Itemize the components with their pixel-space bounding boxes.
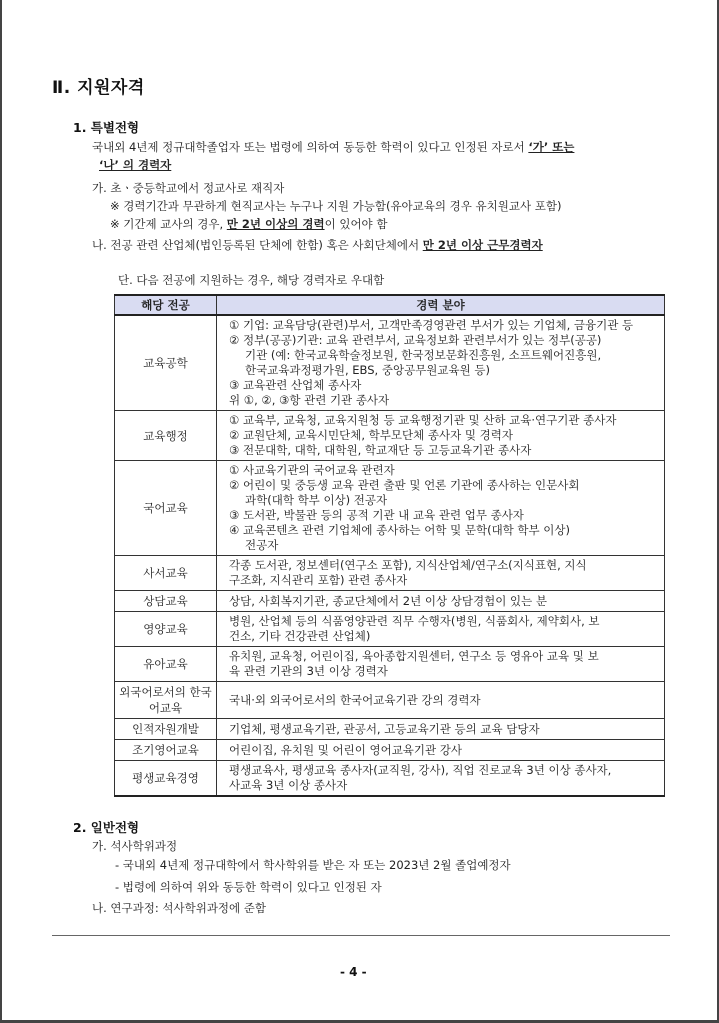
field-line: 전공자 xyxy=(245,538,279,552)
special-intro-text: 국내외 4년제 정규대학졸업자 또는 법령에 의하여 동등한 학력이 있다고 인정된 자로서 xyxy=(92,140,529,154)
note2-emphasis: 만 2년 이상의 경력 xyxy=(226,217,325,231)
note2-post: 이 있어야 함 xyxy=(324,217,388,231)
field-line: ④ 교육콘텐츠 관련 기업체에 종사하는 어학 및 문학(대학 학부 이상) xyxy=(229,523,571,537)
field-cell xyxy=(217,556,665,591)
header-field: 경력 분야 xyxy=(217,295,665,315)
field-line: ① 교육부, 교육청, 교육지원청 등 교육행정기관 및 산하 교육·연구기관 종사자 xyxy=(229,413,617,427)
header-major: 해당 전공 xyxy=(115,295,217,315)
field-cell xyxy=(217,682,665,719)
major-cell: 국어교육 xyxy=(115,461,217,556)
major-cell: 교육공학 xyxy=(115,315,217,411)
table-row xyxy=(115,682,665,719)
table-note: 단. 다음 전공에 지원하는 경우, 해당 경력자로 우대함 xyxy=(118,273,385,287)
field-cell xyxy=(217,591,665,612)
career-table xyxy=(114,294,665,797)
field-line: 국내·외 외국어로서의 한국어교육기관 강의 경력자 xyxy=(229,692,481,707)
general-item-na: 나. 연구과정: 석사학위과정에 준함 xyxy=(92,901,267,915)
general-sub-1: - 국내외 4년제 정규대학에서 학사학위를 받은 자 또는 2023년 2월 졸업예정자 xyxy=(115,858,511,872)
note2-pre: ※ 기간제 교사의 경우, xyxy=(110,217,227,231)
major-cell: 교육행정 xyxy=(115,411,217,461)
major-cell: 유아교육 xyxy=(115,647,217,682)
major-cell: 조기영어교육 xyxy=(115,740,217,761)
table-row xyxy=(115,315,665,411)
field-line: 육 관련 기관의 3년 이상 경력자 xyxy=(229,664,388,678)
field-line: 건소, 기타 건강관련 산업체) xyxy=(229,629,371,643)
page-border-left xyxy=(0,0,2,1023)
field-line: 기관 (예: 한국교육학술정보원, 한국정보문화진흥원, 소프트웨어진흥원, xyxy=(245,348,602,362)
general-item-ga: 가. 석사학위과정 xyxy=(92,839,178,853)
section-title: Ⅱ. 지원자격 xyxy=(52,78,145,98)
field-line: ③ 도서관, 박물관 등의 공적 기관 내 교육 관련 업무 종사자 xyxy=(229,508,524,522)
field-cell xyxy=(217,761,665,797)
item-na-pre: 나. 전공 관련 산업체(법인등록된 단체에 한함) 혹은 사회단체에서 xyxy=(92,238,423,252)
table-row xyxy=(115,647,665,682)
special-item-na xyxy=(92,237,543,253)
table-row xyxy=(115,591,665,612)
field-cell xyxy=(217,647,665,682)
major-cell: 상담교육 xyxy=(115,591,217,612)
special-intro-emphasis-2: ‘나’ 의 경력자 xyxy=(99,158,172,172)
table-row xyxy=(115,411,665,461)
field-line: ③ 전문대학, 대학, 대학원, 학교재단 등 고등교육기관 종사자 xyxy=(229,443,532,457)
special-intro-line1 xyxy=(92,139,574,155)
field-line: 구조화, 지식관리 포함) 관련 종사자 xyxy=(229,573,408,587)
item-na-emphasis: 만 2년 이상 근무경력자 xyxy=(422,238,543,252)
field-line: 각종 도서관, 정보센터(연구소 포함), 지식산업체/연구소(지식표현, 지식 xyxy=(229,558,587,572)
page-number: - 4 - xyxy=(340,965,367,979)
field-line: ② 정부(공공)기관: 교육 관련부서, 교육정보화 관련부서가 있는 정부(공공) xyxy=(229,333,602,347)
special-note-1: ※ 경력기간과 무관하게 현직교사는 누구나 지원 가능함(유아교육의 경우 유치원교사 포함) xyxy=(110,199,562,213)
field-line: 과학(대학 학부 이상) 전공자 xyxy=(245,493,388,507)
special-note-2 xyxy=(110,216,387,232)
field-cell xyxy=(217,411,665,461)
field-line: 사교육 3년 이상 종사자 xyxy=(229,778,348,792)
field-line: 병원, 산업체 등의 식품영양관련 직무 수행자(병원, 식품회사, 제약회사, 보 xyxy=(229,614,600,628)
field-line: 어린이집, 유치원 및 어린이 영어교육기관 강사 xyxy=(229,742,463,757)
field-line: ③ 교육관련 산업체 종사자 xyxy=(229,378,362,392)
table-row xyxy=(115,740,665,761)
table-row xyxy=(115,612,665,647)
general-sub-2: - 법령에 의하여 위와 동등한 학력이 있다고 인정된 자 xyxy=(115,880,382,894)
major-cell: 외국어로서의 한국어교육 xyxy=(115,682,217,719)
major-cell: 인적자원개발 xyxy=(115,719,217,740)
field-line: ② 교원단체, 교육시민단체, 학부모단체 종사자 및 경력자 xyxy=(229,428,513,442)
field-line: ② 어린이 및 중등생 교육 관련 출판 및 언론 기관에 종사하는 인문사회 xyxy=(229,478,580,492)
field-line: 평생교육사, 평생교육 종사자(교직원, 강사), 직업 진로교육 3년 이상 종사자, xyxy=(229,763,612,777)
special-intro-emphasis-1: ‘가’ 또는 xyxy=(528,140,575,154)
field-cell xyxy=(217,461,665,556)
major-cell: 사서교육 xyxy=(115,556,217,591)
footer-divider xyxy=(52,935,670,936)
field-line: ① 기업: 교육담당(관련)부서, 고객만족경영관련 부서가 있는 기업체, 금융기관 등 xyxy=(229,318,634,332)
general-admission-heading: 2. 일반전형 xyxy=(73,820,140,835)
field-cell xyxy=(217,612,665,647)
major-cell: 평생교육경영 xyxy=(115,761,217,797)
field-line: 한국교육과정평가원, EBS, 중앙공무원교육원 등) xyxy=(245,363,490,377)
field-line: 기업체, 평생교육기관, 관공서, 고등교육기관 등의 교육 담당자 xyxy=(229,721,540,736)
table-row xyxy=(115,761,665,797)
field-line: 위 ①, ②, ③항 관련 기관 종사자 xyxy=(229,393,390,407)
table-row xyxy=(115,461,665,556)
table-row xyxy=(115,719,665,740)
field-line: ① 사교육기관의 국어교육 관련자 xyxy=(229,463,395,477)
field-cell xyxy=(217,719,665,740)
special-item-ga: 가. 초ㆍ중등학교에서 정교사로 재직자 xyxy=(92,181,285,195)
field-cell xyxy=(217,315,665,411)
major-cell: 영양교육 xyxy=(115,612,217,647)
field-cell xyxy=(217,740,665,761)
table-row xyxy=(115,556,665,591)
special-admission-heading: 1. 특별전형 xyxy=(73,120,140,135)
table-header-row xyxy=(115,295,665,315)
field-line: 유치원, 교육청, 어린이집, 육아종합지원센터, 연구소 등 영유아 교육 및 보 xyxy=(229,649,599,663)
field-line: 상담, 사회복지기관, 종교단체에서 2년 이상 상담경험이 있는 분 xyxy=(229,593,547,608)
